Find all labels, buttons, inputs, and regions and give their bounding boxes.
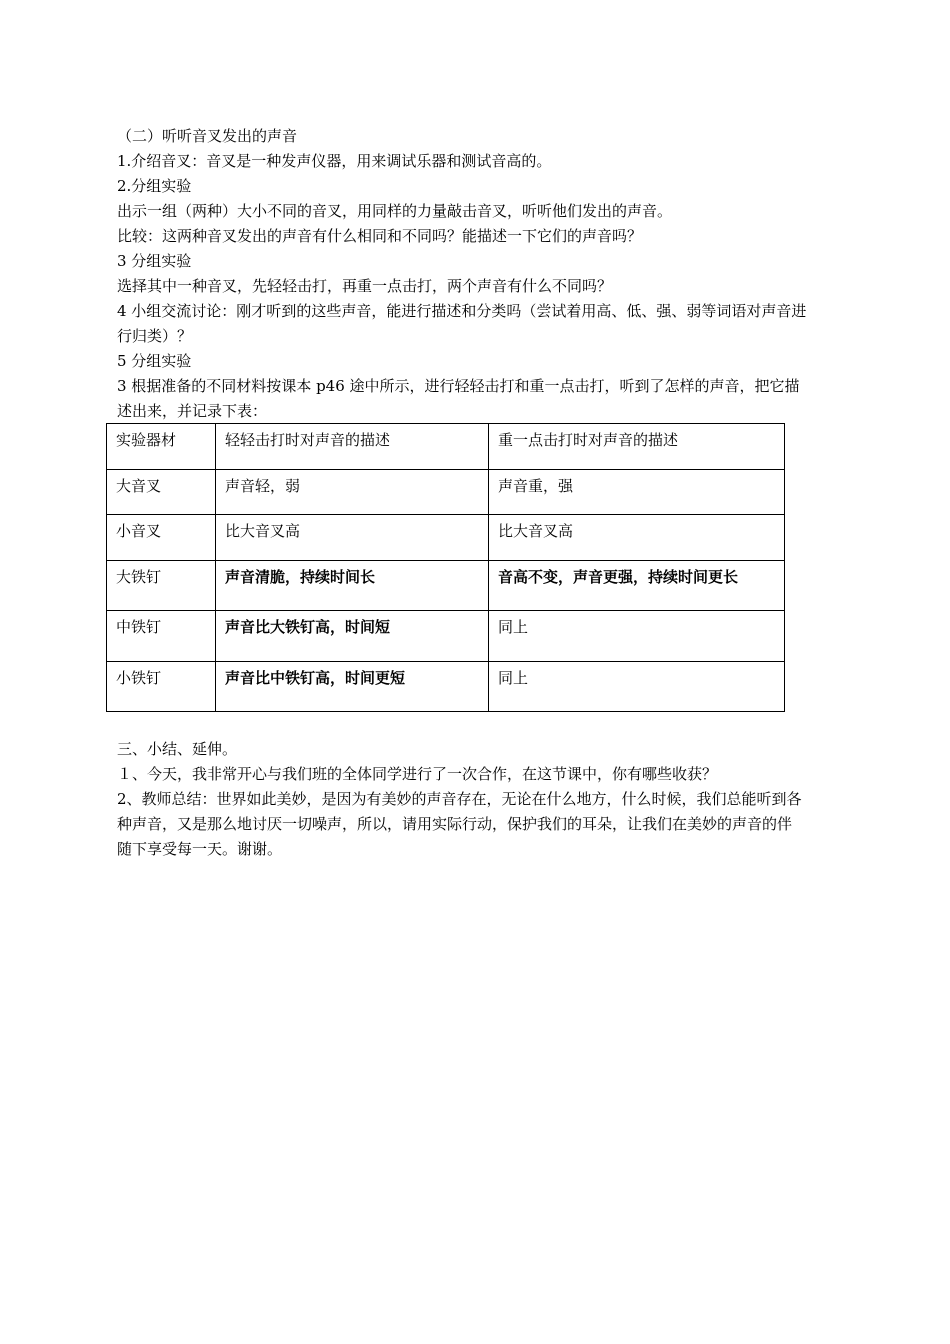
table-cell: 小音叉 (107, 515, 216, 561)
table-header-cell: 轻轻击打时对声音的描述 (216, 424, 489, 470)
paragraph: 种声音，又是那么地讨厌一切噪声，所以，请用实际行动，保护我们的耳朵，让我们在美妙的声音的伴 (117, 815, 793, 833)
section-heading: （二）听听音叉发出的声音 (117, 127, 298, 145)
table-row (107, 611, 785, 662)
table-header-cell: 重一点击打时对声音的描述 (489, 424, 785, 470)
paragraph: 5 分组实验 (117, 352, 192, 370)
table-cell: 比大音叉高 (216, 515, 489, 561)
table-cell: 同上 (489, 662, 785, 712)
table-cell: 大音叉 (107, 470, 216, 515)
table-cell: 声音比中铁钉高，时间更短 (216, 662, 489, 712)
table-row (107, 515, 785, 561)
paragraph: 述出来，并记录下表： (117, 402, 268, 420)
paragraph: 行归类）？ (117, 327, 193, 345)
paragraph: 3 根据准备的不同材料按课本 p46 途中所示，进行轻轻击打和重一点击打，听到了怎样的声音，把它描 (117, 377, 800, 395)
table-cell: 同上 (489, 611, 785, 662)
paragraph: 出示一组（两种）大小不同的音叉，用同样的力量敲击音叉，听听他们发出的声音。 (117, 202, 673, 220)
paragraph: 3 分组实验 (117, 252, 192, 270)
table-header-row (107, 424, 785, 470)
table-cell: 中铁钉 (107, 611, 216, 662)
table-cell: 声音清脆，持续时间长 (216, 561, 489, 611)
paragraph: １、今天，我非常开心与我们班的全体同学进行了一次合作，在这节课中，你有哪些收获？ (117, 765, 718, 783)
paragraph: 选择其中一种音叉，先轻轻击打，再重一点击打，两个声音有什么不同吗？ (117, 277, 613, 295)
paragraph: 2.分组实验 (117, 177, 192, 195)
paragraph: 2、教师总结：世界如此美妙，是因为有美妙的声音存在，无论在什么地方，什么时候，我们总能听到各 (117, 790, 802, 808)
table-header-cell: 实验器材 (107, 424, 216, 470)
table-cell: 声音轻，弱 (216, 470, 489, 515)
paragraph: 随下享受每一天。谢谢。 (117, 840, 283, 858)
table-row (107, 561, 785, 611)
table-cell: 小铁钉 (107, 662, 216, 712)
table-row (107, 470, 785, 515)
table-cell: 大铁钉 (107, 561, 216, 611)
paragraph: 4 小组交流讨论：刚才听到的这些声音，能进行描述和分类吗（尝试着用高、低、强、弱等词语对声音进 (117, 302, 807, 320)
table-cell: 声音重，强 (489, 470, 785, 515)
table-cell: 声音比大铁钉高，时间短 (216, 611, 489, 662)
paragraph: 比较：这两种音叉发出的声音有什么相同和不同吗？能描述一下它们的声音吗？ (117, 227, 643, 245)
table-cell: 比大音叉高 (489, 515, 785, 561)
paragraph: 1.介绍音叉：音叉是一种发声仪器，用来调试乐器和测试音高的。 (117, 152, 552, 170)
table-row (107, 662, 785, 712)
section-heading: 三、小结、延伸。 (117, 740, 238, 758)
record-table (106, 423, 785, 712)
table-cell: 音高不变，声音更强，持续时间更长 (489, 561, 785, 611)
